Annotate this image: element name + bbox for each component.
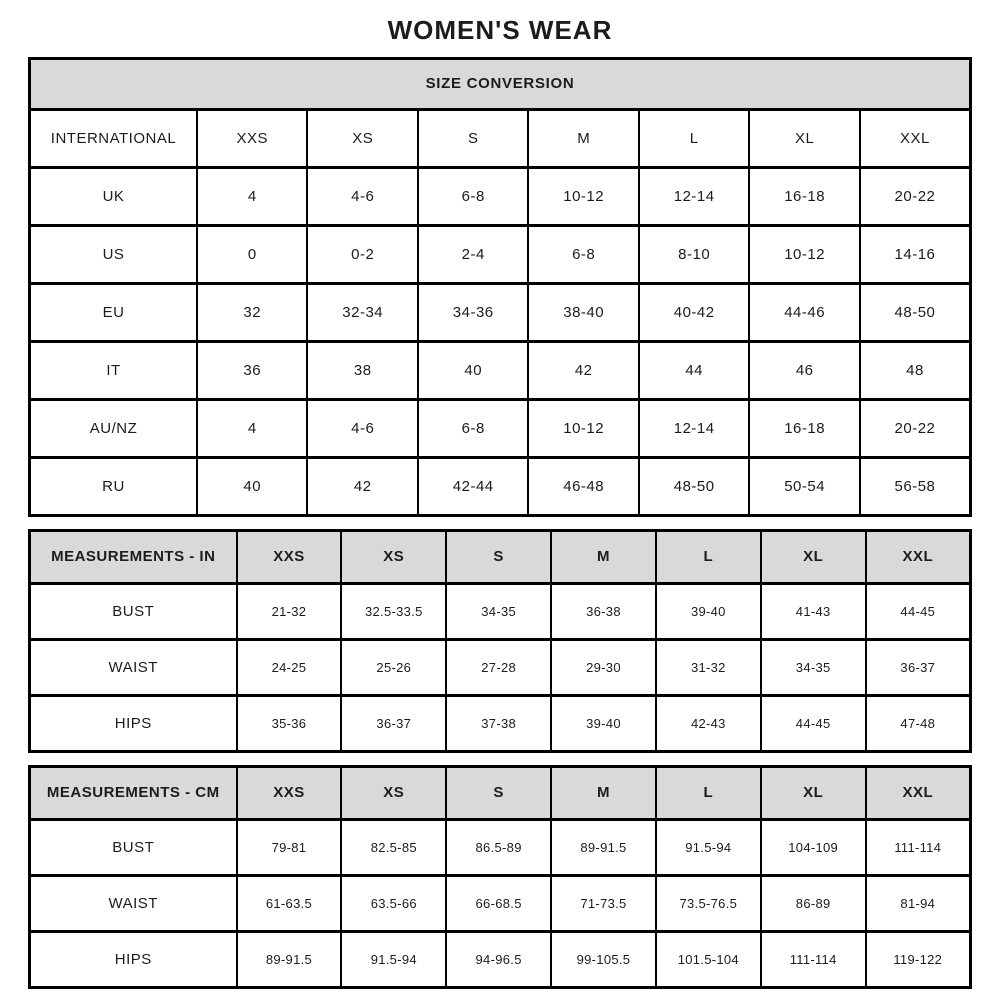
size-cell: XL xyxy=(749,109,859,167)
measurement-cell: 111-114 xyxy=(761,931,866,987)
size-cell: 48-50 xyxy=(639,457,749,515)
table-row xyxy=(30,225,971,283)
table-row xyxy=(30,766,971,819)
measurement-cell: 89-91.5 xyxy=(551,819,656,875)
table-row xyxy=(30,109,971,167)
size-cell: 4-6 xyxy=(307,167,417,225)
column-header: XXS xyxy=(237,766,342,819)
size-cell: 16-18 xyxy=(749,399,859,457)
size-cell: 10-12 xyxy=(749,225,859,283)
column-header: XS xyxy=(341,766,446,819)
size-cell: 10-12 xyxy=(528,399,638,457)
size-cell: 12-14 xyxy=(639,399,749,457)
column-header: M xyxy=(551,530,656,583)
measurement-cell: 41-43 xyxy=(761,583,866,639)
measurement-cell: 104-109 xyxy=(761,819,866,875)
table-row xyxy=(30,530,971,583)
measurement-cell: 81-94 xyxy=(866,875,971,931)
size-cell: M xyxy=(528,109,638,167)
column-header: XL xyxy=(761,530,866,583)
row-label: WAIST xyxy=(30,875,237,931)
measurement-cell: 82.5-85 xyxy=(341,819,446,875)
measurement-cell: 99-105.5 xyxy=(551,931,656,987)
size-cell: 42 xyxy=(307,457,417,515)
measurement-cell: 94-96.5 xyxy=(446,931,551,987)
size-cell: S xyxy=(418,109,528,167)
size-cell: 4-6 xyxy=(307,399,417,457)
measurement-cell: 35-36 xyxy=(237,695,342,751)
row-label: HIPS xyxy=(30,695,237,751)
size-cell: 6-8 xyxy=(418,399,528,457)
measurement-cell: 86-89 xyxy=(761,875,866,931)
measurement-cell: 71-73.5 xyxy=(551,875,656,931)
table-row xyxy=(30,931,971,987)
measurement-cell: 37-38 xyxy=(446,695,551,751)
measurements-in-table xyxy=(28,529,972,753)
measurement-cell: 25-26 xyxy=(341,639,446,695)
size-cell: 32 xyxy=(197,283,307,341)
table-row xyxy=(30,167,971,225)
measurement-cell: 21-32 xyxy=(237,583,342,639)
row-label: AU/NZ xyxy=(30,399,198,457)
size-cell: 20-22 xyxy=(860,167,971,225)
size-cell: 48-50 xyxy=(860,283,971,341)
size-conversion-title: SIZE CONVERSION xyxy=(30,58,971,109)
size-cell: XXS xyxy=(197,109,307,167)
table-row xyxy=(30,457,971,515)
table-row xyxy=(30,639,971,695)
measurement-cell: 111-114 xyxy=(866,819,971,875)
row-label: IT xyxy=(30,341,198,399)
row-label: BUST xyxy=(30,583,237,639)
measurement-cell: 32.5-33.5 xyxy=(341,583,446,639)
size-cell: 44-46 xyxy=(749,283,859,341)
column-header: XXL xyxy=(866,530,971,583)
row-label: RU xyxy=(30,457,198,515)
measurement-cell: 24-25 xyxy=(237,639,342,695)
size-cell: 10-12 xyxy=(528,167,638,225)
measurement-cell: 63.5-66 xyxy=(341,875,446,931)
size-cell: 0-2 xyxy=(307,225,417,283)
column-header: XXS xyxy=(237,530,342,583)
row-label: UK xyxy=(30,167,198,225)
column-header: XXL xyxy=(866,766,971,819)
row-label: US xyxy=(30,225,198,283)
size-cell: 40-42 xyxy=(639,283,749,341)
measurement-cell: 79-81 xyxy=(237,819,342,875)
row-label: HIPS xyxy=(30,931,237,987)
column-header: MEASUREMENTS - IN xyxy=(30,530,237,583)
table-row xyxy=(30,341,971,399)
size-cell: 34-36 xyxy=(418,283,528,341)
size-cell: 14-16 xyxy=(860,225,971,283)
measurement-cell: 36-38 xyxy=(551,583,656,639)
measurement-cell: 61-63.5 xyxy=(237,875,342,931)
table-row xyxy=(30,58,971,109)
measurement-cell: 47-48 xyxy=(866,695,971,751)
measurement-cell: 39-40 xyxy=(656,583,761,639)
measurement-cell: 86.5-89 xyxy=(446,819,551,875)
size-cell: XXL xyxy=(860,109,971,167)
size-cell: 56-58 xyxy=(860,457,971,515)
table-row xyxy=(30,695,971,751)
size-cell: 32-34 xyxy=(307,283,417,341)
row-label: WAIST xyxy=(30,639,237,695)
measurement-cell: 29-30 xyxy=(551,639,656,695)
column-header: L xyxy=(656,530,761,583)
measurement-cell: 44-45 xyxy=(866,583,971,639)
size-cell: 48 xyxy=(860,341,971,399)
size-cell: 46-48 xyxy=(528,457,638,515)
size-cell: 12-14 xyxy=(639,167,749,225)
table-row xyxy=(30,283,971,341)
measurement-cell: 73.5-76.5 xyxy=(656,875,761,931)
measurement-cell: 119-122 xyxy=(866,931,971,987)
size-cell: 46 xyxy=(749,341,859,399)
size-cell: 20-22 xyxy=(860,399,971,457)
size-cell: 38-40 xyxy=(528,283,638,341)
size-cell: L xyxy=(639,109,749,167)
table-row xyxy=(30,819,971,875)
size-cell: 50-54 xyxy=(749,457,859,515)
measurement-cell: 36-37 xyxy=(866,639,971,695)
column-header: S xyxy=(446,530,551,583)
measurement-cell: 34-35 xyxy=(761,639,866,695)
size-cell: 8-10 xyxy=(639,225,749,283)
size-cell: 4 xyxy=(197,167,307,225)
measurement-cell: 36-37 xyxy=(341,695,446,751)
row-label: BUST xyxy=(30,819,237,875)
measurement-cell: 31-32 xyxy=(656,639,761,695)
measurement-cell: 101.5-104 xyxy=(656,931,761,987)
measurement-cell: 27-28 xyxy=(446,639,551,695)
size-conversion-table xyxy=(28,57,972,517)
measurement-cell: 91.5-94 xyxy=(341,931,446,987)
measurement-cell: 91.5-94 xyxy=(656,819,761,875)
size-cell: 6-8 xyxy=(528,225,638,283)
table-row xyxy=(30,399,971,457)
measurement-cell: 34-35 xyxy=(446,583,551,639)
column-header: XL xyxy=(761,766,866,819)
measurements-cm-table xyxy=(28,765,972,989)
size-cell: 42 xyxy=(528,341,638,399)
size-cell: 2-4 xyxy=(418,225,528,283)
size-cell: 6-8 xyxy=(418,167,528,225)
size-cell: 38 xyxy=(307,341,417,399)
size-cell: 44 xyxy=(639,341,749,399)
row-label: INTERNATIONAL xyxy=(30,109,198,167)
size-cell: 40 xyxy=(197,457,307,515)
measurement-cell: 42-43 xyxy=(656,695,761,751)
column-header: S xyxy=(446,766,551,819)
column-header: XS xyxy=(341,530,446,583)
size-cell: 42-44 xyxy=(418,457,528,515)
measurement-cell: 39-40 xyxy=(551,695,656,751)
size-cell: 36 xyxy=(197,341,307,399)
size-cell: 0 xyxy=(197,225,307,283)
measurement-cell: 44-45 xyxy=(761,695,866,751)
size-cell: 40 xyxy=(418,341,528,399)
size-cell: 16-18 xyxy=(749,167,859,225)
table-row xyxy=(30,583,971,639)
size-cell: XS xyxy=(307,109,417,167)
measurement-cell: 66-68.5 xyxy=(446,875,551,931)
column-header: M xyxy=(551,766,656,819)
row-label: EU xyxy=(30,283,198,341)
table-row xyxy=(30,875,971,931)
measurement-cell: 89-91.5 xyxy=(237,931,342,987)
size-cell: 4 xyxy=(197,399,307,457)
column-header: L xyxy=(656,766,761,819)
page-title: WOMEN'S WEAR xyxy=(387,15,613,45)
column-header: MEASUREMENTS - CM xyxy=(30,766,237,819)
